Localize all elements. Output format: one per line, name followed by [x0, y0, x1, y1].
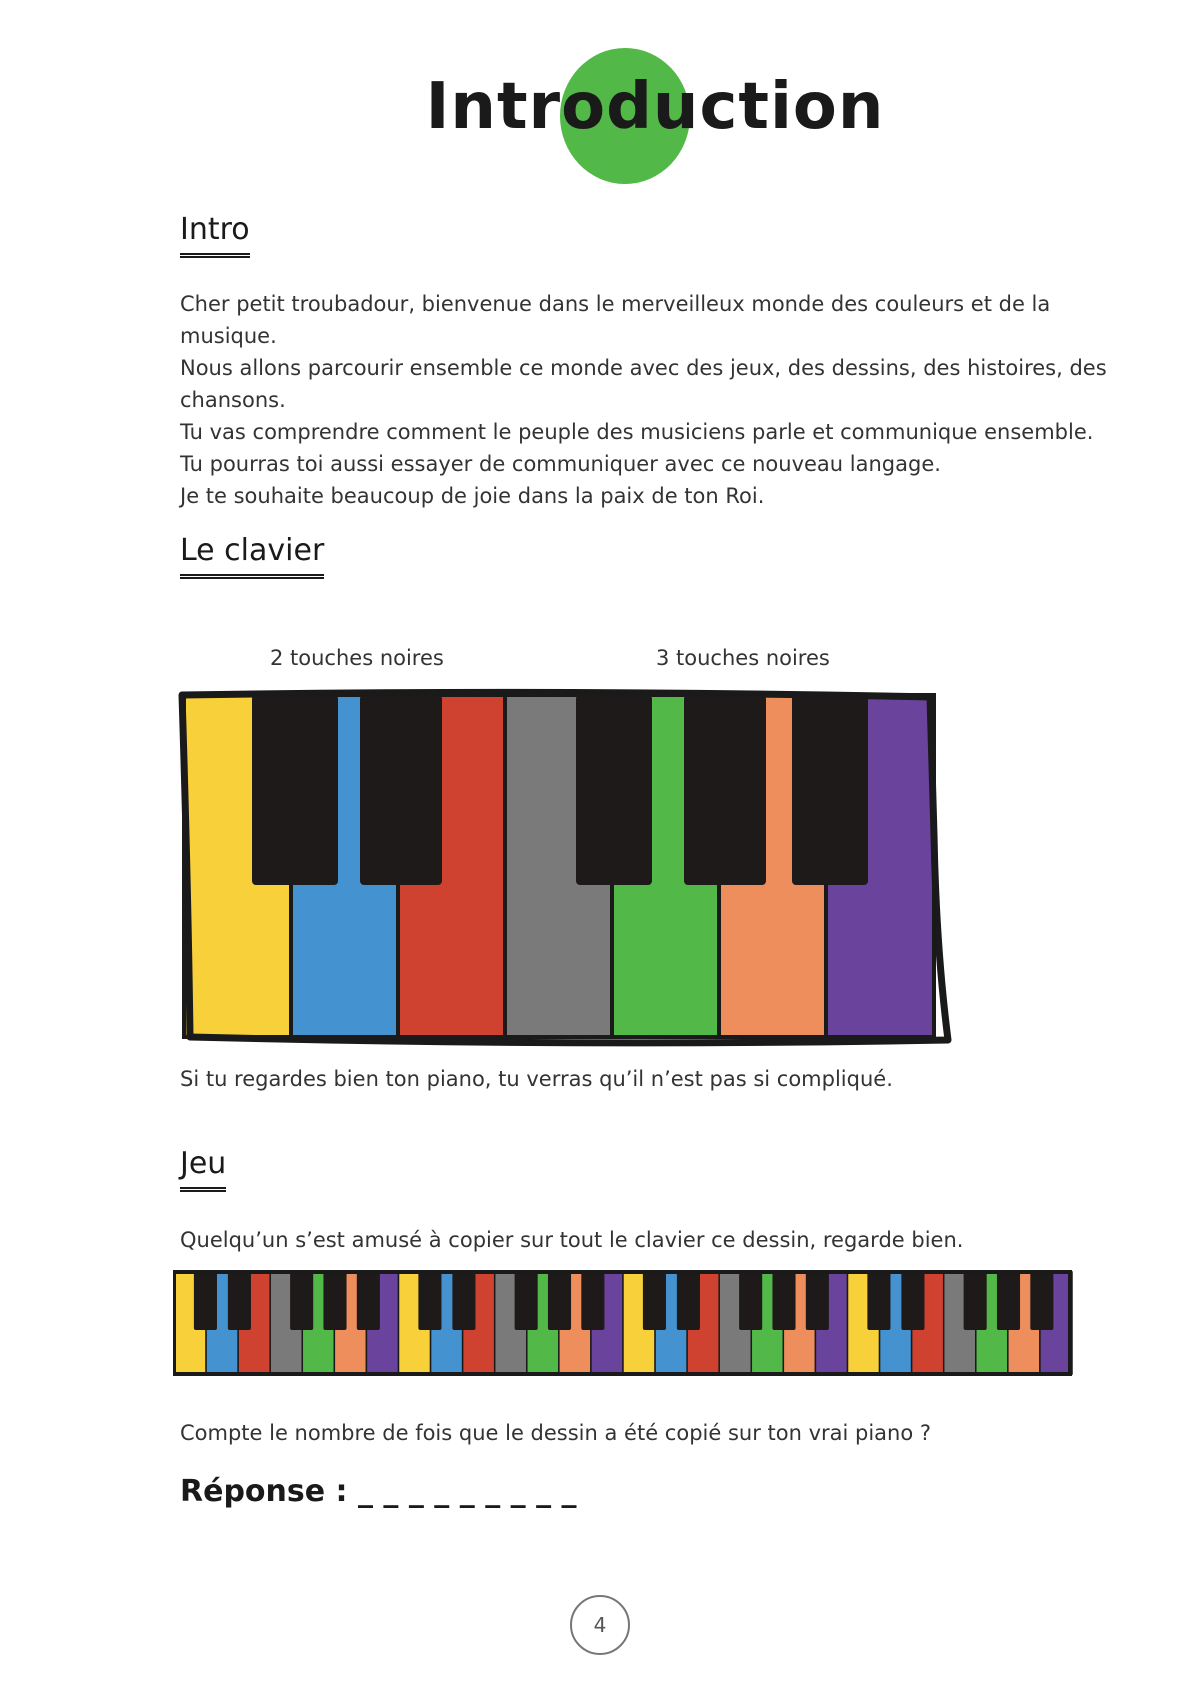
mini-black-key-5 — [806, 1272, 829, 1330]
intro-paragraph — [180, 288, 1110, 512]
black-key-3 — [576, 695, 652, 885]
jeu-question: Compte le nombre de fois que le dessin a été copié sur ton vrai piano ? — [180, 1421, 932, 1445]
heading-clavier: Le clavier — [180, 533, 324, 579]
mini-black-key-2 — [452, 1272, 475, 1330]
mini-black-key-4 — [323, 1272, 346, 1330]
mini-black-key-4 — [772, 1272, 795, 1330]
heading-intro: Intro — [180, 212, 250, 258]
answer-field[interactable]: Réponse : _ _ _ _ _ _ _ _ _ — [180, 1474, 577, 1509]
black-key-4 — [684, 695, 766, 885]
black-key-5 — [792, 695, 868, 885]
label-two-black-keys: 2 touches noires — [270, 646, 444, 670]
piano-keyboard-illustration — [178, 685, 952, 1047]
mini-black-key-1 — [194, 1272, 217, 1330]
black-key-1 — [252, 695, 338, 885]
intro-line: Tu vas comprendre comment le peuple des musiciens parle et communique ensemble. — [180, 420, 1094, 444]
intro-line: Tu pourras toi aussi essayer de communiquer avec ce nouveau langage. — [180, 452, 941, 476]
intro-line: Nous allons parcourir ensemble ce monde avec des jeux, des dessins, des histoires, des chansons. — [180, 356, 1107, 412]
mini-black-key-4 — [997, 1272, 1020, 1330]
black-key-2 — [360, 695, 442, 885]
jeu-instruction: Quelqu’un s’est amusé à copier sur tout le clavier ce dessin, regarde bien. — [180, 1228, 964, 1252]
clavier-caption: Si tu regardes bien ton piano, tu verras qu’il n’est pas si compliqué. — [180, 1067, 893, 1091]
mini-black-key-1 — [867, 1272, 890, 1330]
mini-black-key-5 — [581, 1272, 604, 1330]
mini-black-key-1 — [643, 1272, 666, 1330]
mini-black-key-5 — [1030, 1272, 1053, 1330]
page-number: 4 — [570, 1595, 630, 1655]
intro-line: Je te souhaite beaucoup de joie dans la paix de ton Roi. — [180, 484, 765, 508]
mini-black-key-1 — [418, 1272, 441, 1330]
intro-line: Cher petit troubadour, bienvenue dans le merveilleux monde des couleurs et de la musique. — [180, 292, 1051, 348]
page-title: Introduction — [425, 70, 885, 144]
mini-keyboard-row — [173, 1268, 1073, 1380]
label-three-black-keys: 3 touches noires — [656, 646, 830, 670]
mini-black-key-3 — [739, 1272, 762, 1330]
mini-black-key-3 — [964, 1272, 987, 1330]
mini-black-key-4 — [548, 1272, 571, 1330]
mini-black-key-2 — [677, 1272, 700, 1330]
title-block — [0, 40, 1190, 190]
mini-black-key-2 — [228, 1272, 251, 1330]
mini-black-key-3 — [290, 1272, 313, 1330]
mini-black-key-2 — [901, 1272, 924, 1330]
mini-black-key-5 — [357, 1272, 380, 1330]
heading-jeu: Jeu — [180, 1146, 226, 1192]
mini-black-key-3 — [515, 1272, 538, 1330]
